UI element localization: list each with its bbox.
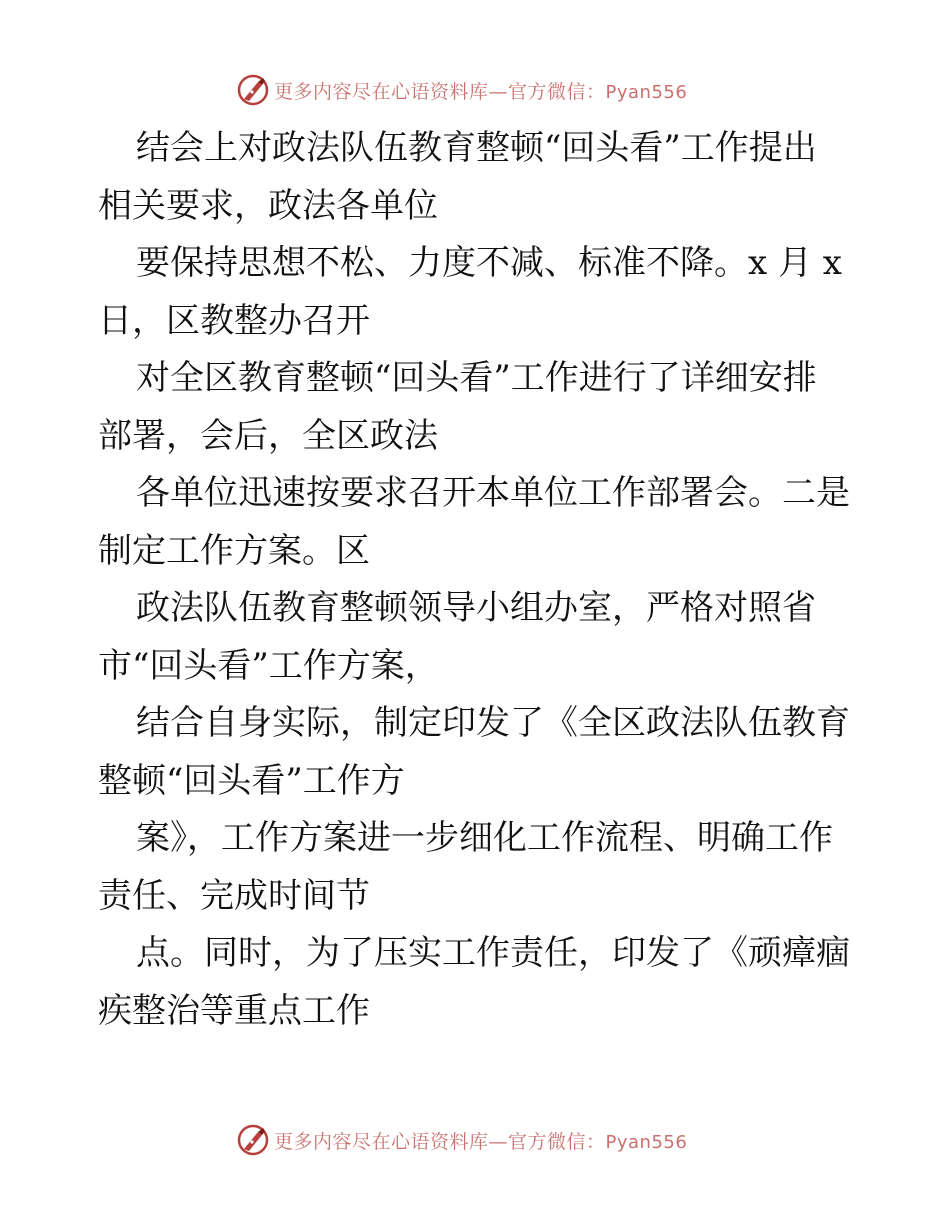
text-line-content: 疾整治等重点工作 bbox=[98, 990, 370, 1031]
text-line bbox=[98, 695, 858, 753]
watermark-wechat-id: Pyan556 bbox=[605, 1131, 688, 1153]
watermark-text bbox=[274, 1127, 687, 1154]
text-line bbox=[98, 293, 858, 351]
text-line-content: 政法队伍教育整顿领导小组办室，严格对照省 bbox=[136, 588, 816, 628]
header-watermark bbox=[236, 73, 687, 107]
watermark-cn-text: 更多内容尽在心语资料库—官方微信： bbox=[274, 1130, 606, 1153]
body-text bbox=[98, 120, 858, 1040]
text-line-content: 部署，会后，全区政法 bbox=[98, 415, 438, 456]
text-line bbox=[98, 868, 858, 926]
text-line bbox=[98, 178, 858, 236]
text-line-content: 要保持思想不松、力度不减、标准不降。x 月 x bbox=[136, 243, 842, 283]
text-line bbox=[98, 983, 858, 1041]
text-line-content: 结会上对政法队伍教育整顿“回头看”工作提出 bbox=[136, 128, 817, 168]
text-line bbox=[98, 638, 858, 696]
text-line bbox=[98, 350, 858, 408]
text-line-content: 整顿“回头看”工作方 bbox=[98, 760, 405, 801]
watermark-cn-text: 更多内容尽在心语资料库—官方微信： bbox=[274, 80, 606, 103]
text-line bbox=[98, 235, 858, 293]
text-line-content: 日，区教整办召开 bbox=[98, 300, 370, 341]
text-line bbox=[98, 523, 858, 581]
text-line-content: 市“回头看”工作方案， bbox=[98, 645, 439, 686]
footer-watermark bbox=[236, 1123, 687, 1157]
fountain-pen-logo-icon bbox=[236, 73, 270, 107]
text-line-content: 案》，工作方案进一步细化工作流程、明确工作 bbox=[136, 818, 833, 858]
text-line bbox=[98, 120, 858, 178]
text-line bbox=[98, 580, 858, 638]
text-line-content: 责任、完成时间节 bbox=[98, 875, 370, 916]
text-line bbox=[98, 465, 858, 523]
text-line-content: 相关要求，政法各单位 bbox=[98, 185, 438, 226]
text-line-content: 结合自身实际，制定印发了《全区政法队伍教育 bbox=[136, 703, 850, 743]
fountain-pen-logo-icon bbox=[236, 1123, 270, 1157]
watermark-wechat-id: Pyan556 bbox=[605, 81, 688, 103]
text-line-content: 点。同时，为了压实工作责任，印发了《顽瘴痼 bbox=[136, 933, 850, 973]
text-line bbox=[98, 810, 858, 868]
text-line bbox=[98, 753, 858, 811]
text-line bbox=[98, 408, 858, 466]
text-line bbox=[98, 925, 858, 983]
text-line-content: 各单位迅速按要求召开本单位工作部署会。二是 bbox=[136, 473, 850, 513]
watermark-text bbox=[274, 77, 687, 104]
text-line-content: 制定工作方案。区 bbox=[98, 530, 370, 571]
text-line-content: 对全区教育整顿“回头看”工作进行了详细安排 bbox=[136, 358, 817, 398]
